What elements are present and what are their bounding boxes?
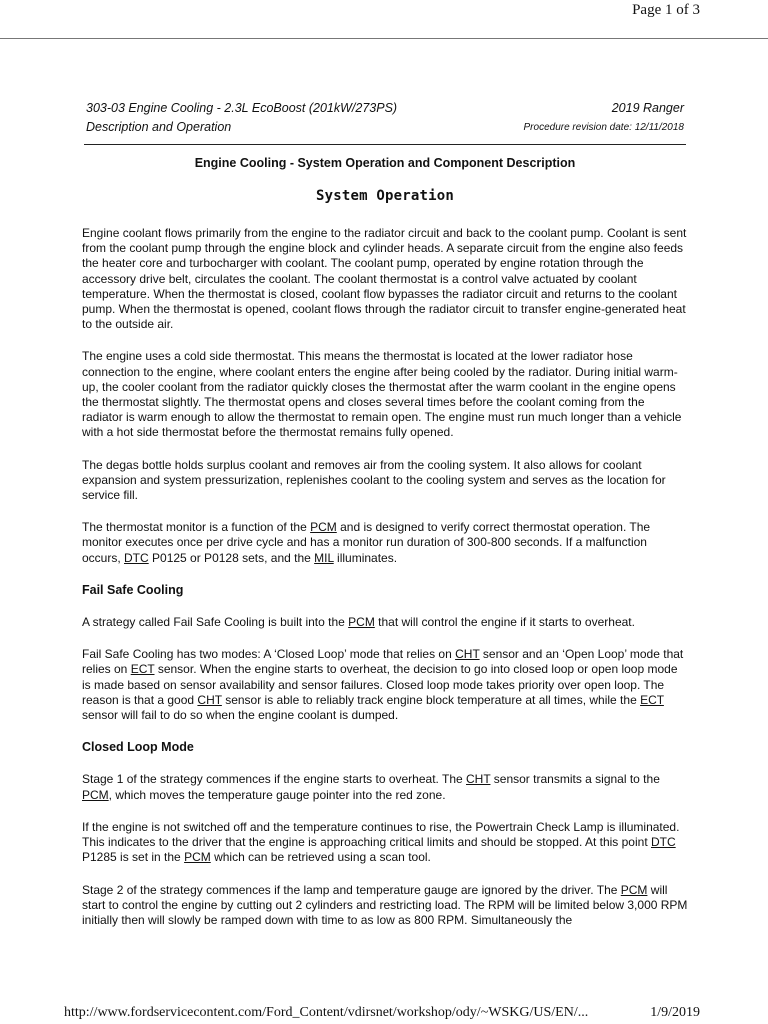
paragraph-coolant-flow: Engine coolant flows primarily from the engine to the radiator circuit and back to the coolant pump. Coolant is sent from the coolant pump through the engine block and cylinder heads. A separate circuit from the engine also feeds the heater core and turbocharger with coolant. The coolant pump, operated by engine rotation through the accessory drive belt, circulates the coolant. The coolant thermostat is a control valve actuated by coolant temperature. When the thermostat is closed, coolant flow bypasses the radiator circuit and returns to the coolant pump. When the thermostat is opened, coolant flows through the radiator circuit to transfer engine-generated heat to the outside air. — [82, 226, 687, 332]
procedure-type: Description and Operation — [86, 120, 232, 134]
cht-link[interactable]: CHT — [466, 772, 491, 787]
ect-link[interactable]: ECT — [640, 692, 664, 707]
paragraph-degas-bottle: The degas bottle holds surplus coolant and removes air from the cooling system. It also allows for coolant expansion and system pressurization, replenishes coolant to the cooling system and serves as the location for service fill. — [82, 457, 666, 503]
mil-link[interactable]: MIL — [314, 550, 334, 565]
pcm-link[interactable]: PCM — [82, 787, 109, 802]
revision-date: Procedure revision date: 12/11/2018 — [523, 122, 684, 133]
paragraph-fail-safe-intro: A strategy called Fail Safe Cooling is built into the PCM that will control the engine if it starts to overheat. — [82, 615, 635, 630]
header-divider — [84, 144, 686, 145]
print-date: 1/9/2019 — [650, 1005, 700, 1020]
document-title: Engine Cooling - System Operation and Component Description — [194, 156, 576, 170]
procedure-title: 303-03 Engine Cooling - 2.3L EcoBoost (201kW/273PS) — [86, 101, 398, 115]
paragraph-thermostat-monitor: The thermostat monitor is a function of the PCM and is designed to verify correct thermostat operation. The monitor executes once per drive cycle and has a monitor run duration of 300-800 seconds. If a malfunction occurs, DTC P0125 or P0128 sets, and the MIL illuminates. — [82, 520, 651, 565]
paragraph-stage-2: Stage 2 of the strategy commences if the lamp and temperature gauge are ignored by the driver. The PCM will start to control the engine by cutting out 2 cylinders and restricting load. The RPM will be limited below 3,000 RPM initially then will slowly be ramped down with time to as low as 800 RPM. Simultaneously the — [82, 882, 688, 927]
top-divider — [0, 38, 768, 39]
paragraph-check-lamp: If the engine is not switched off and the temperature continues to rise, the Powertrain Check Lamp is illuminated. This indicates to the driver that the engine is approaching critical limits and should be stopped. At this point DTC P1285 is set in the PCM which can be retrieved using a scan tool. — [82, 819, 680, 865]
paragraph-thermostat: The engine uses a cold side thermostat. This means the thermostat is located at the lower radiator hose connection to the engine, where coolant enters the engine after being cooled by the radiator. During initial warm-up, the cooler coolant from the radiator quickly closes the thermostat after the warm coolant in the engine opens the thermostat slightly. The thermostat opens and closes several times before the coolant coming from the radiator is warm enough to allow the thermostat to remain open. The engine must run much longer than a vehicle with a hot side thermostat before the thermostat remains fully opened. — [82, 349, 682, 440]
source-url: http://www.fordservicecontent.com/Ford_Content/vdirsnet/workshop/ody/~WSKG/US/EN/... — [64, 1005, 589, 1020]
pcm-link[interactable]: PCM — [184, 850, 211, 865]
cht-link[interactable]: CHT — [455, 647, 480, 662]
page-number: Page 1 of 3 — [632, 2, 700, 18]
paragraph-stage-1: Stage 1 of the strategy commences if the engine starts to overheat. The CHT sensor transmits a signal to the PCM, which moves the temperature gauge pointer into the red zone. — [82, 772, 660, 802]
pcm-link[interactable]: PCM — [348, 615, 375, 630]
section-title: System Operation — [315, 188, 455, 204]
document-body — [82, 226, 688, 945]
dtc-link[interactable]: DTC — [651, 835, 676, 850]
ect-link[interactable]: ECT — [130, 662, 155, 677]
heading-fail-safe-cooling: Fail Safe Cooling — [82, 582, 184, 597]
vehicle-model: 2019 Ranger — [611, 101, 684, 115]
heading-closed-loop-mode: Closed Loop Mode — [82, 740, 194, 755]
pcm-link[interactable]: PCM — [310, 520, 337, 535]
dtc-link[interactable]: DTC — [124, 550, 149, 565]
paragraph-fail-safe-modes: Fail Safe Cooling has two modes: A ‘Closed Loop’ mode that relies on CHT sensor and an ‘Open Loop’ mode that relies on ECT sensor. When the engine starts to overheat, the decision to go into closed loop or open loop mode is made based on sensor availability and sensor failures. Closed loop mode takes priority over open loop. The reason is that a good CHT sensor is able to reliably track engine block temperature at all times, while the ECT sensor will fail to do so when the engine coolant is dumped. — [82, 647, 684, 723]
cht-link[interactable]: CHT — [197, 692, 222, 707]
pcm-link[interactable]: PCM — [620, 882, 648, 897]
